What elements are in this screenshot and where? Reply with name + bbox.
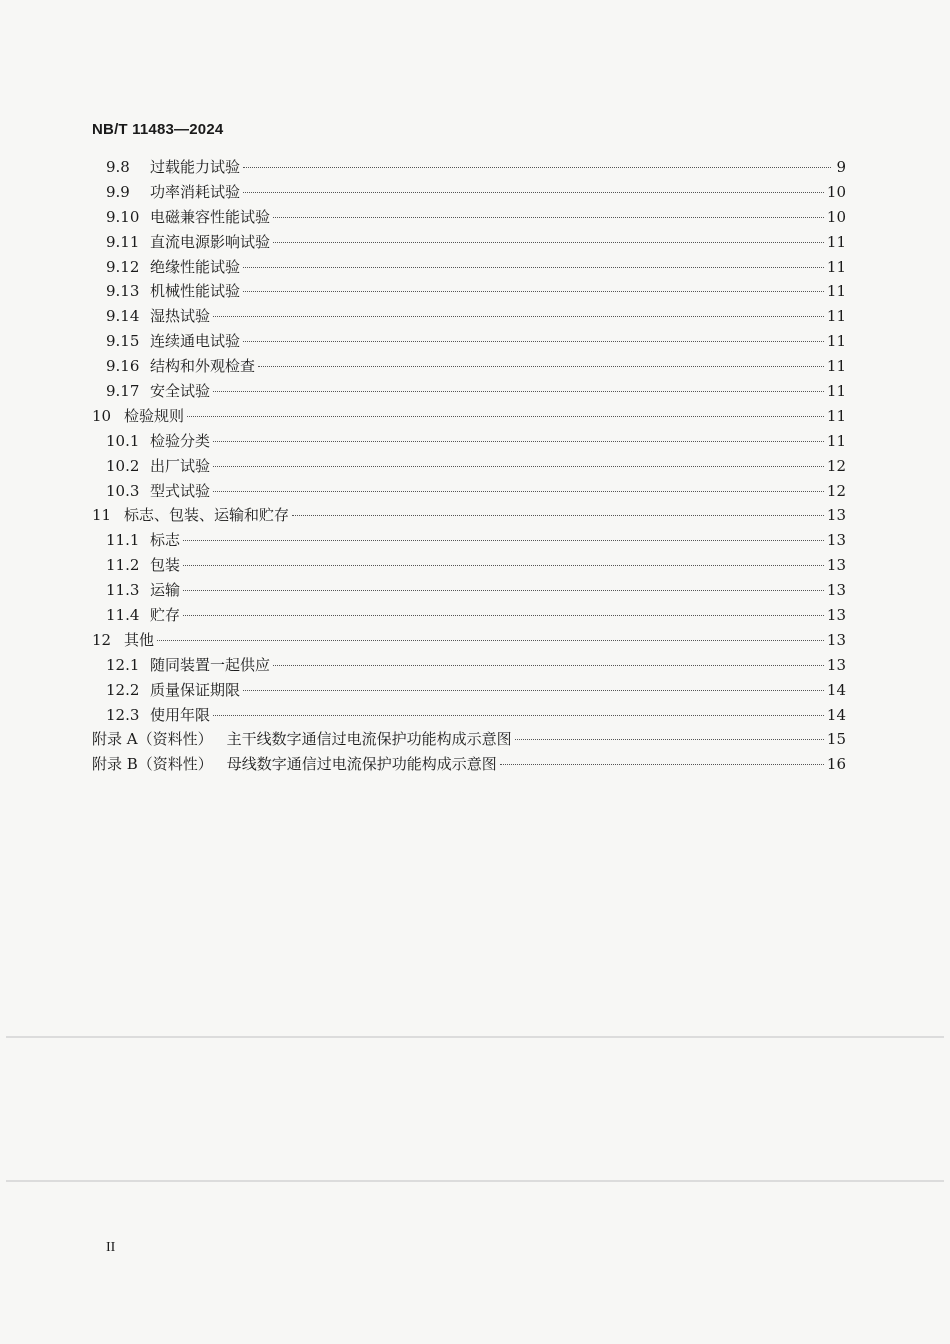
toc-entry-page: 13: [826, 556, 846, 575]
toc-entry-page: 13: [826, 630, 846, 649]
toc-entry-title: 机械性能试验: [150, 282, 241, 301]
toc-dot-leader: [183, 615, 824, 616]
toc-dot-leader: [515, 739, 824, 740]
table-of-contents: [92, 156, 846, 778]
toc-entry-number: 12.3: [106, 705, 140, 724]
toc-entry-title: 连续通电试验: [150, 332, 241, 351]
toc-entry-number: 9.13: [106, 282, 140, 301]
toc-entry-page: 10: [826, 207, 846, 226]
toc-entry-number: 附录 A（资料性）: [92, 730, 213, 749]
toc-entry[interactable]: [92, 728, 846, 753]
toc-entry-number: 11.3: [106, 581, 140, 600]
toc-dot-leader: [243, 267, 824, 268]
toc-dot-leader: [292, 515, 824, 516]
toc-entry[interactable]: [92, 679, 846, 704]
toc-entry-title: 标志: [150, 531, 181, 550]
toc-dot-leader: [273, 242, 824, 243]
toc-entry-title: 结构和外观检查: [150, 357, 256, 376]
toc-entry-number: 9.10: [106, 207, 140, 226]
page-number: II: [106, 1240, 116, 1255]
toc-entry-number: 12.1: [106, 655, 140, 674]
toc-entry-page: 11: [826, 357, 846, 376]
toc-dot-leader: [213, 391, 824, 392]
toc-entry-title: 湿热试验: [150, 307, 211, 326]
toc-entry-page: 16: [826, 755, 846, 774]
toc-entry[interactable]: [92, 181, 846, 206]
toc-entry-page: 14: [826, 705, 846, 724]
toc-dot-leader: [243, 690, 824, 691]
toc-dot-leader: [183, 565, 824, 566]
toc-entry-page: 13: [826, 606, 846, 625]
toc-entry[interactable]: [92, 430, 846, 455]
toc-entry-title: 包装: [150, 556, 181, 575]
toc-entry-number: 12.2: [106, 680, 140, 699]
toc-entry-title: 过载能力试验: [150, 158, 241, 176]
toc-dot-leader: [213, 441, 824, 442]
toc-dot-leader: [243, 291, 824, 292]
toc-entry-page: 13: [826, 581, 846, 600]
scan-artifact-line: [6, 1036, 944, 1038]
toc-entry-page: 11: [826, 282, 846, 301]
toc-dot-leader: [243, 341, 824, 342]
toc-entry-title: 型式试验: [150, 481, 211, 500]
toc-entry[interactable]: [92, 654, 846, 679]
toc-dot-leader: [273, 665, 824, 666]
toc-entry-number: 9.17: [106, 382, 140, 401]
toc-entry-page: 14: [826, 680, 846, 699]
toc-entry[interactable]: [92, 405, 846, 430]
toc-dot-leader: [187, 416, 824, 417]
toc-dot-leader: [243, 192, 824, 193]
toc-entry-number: 9.11: [106, 232, 140, 251]
toc-entry-number: 10.1: [106, 431, 140, 450]
toc-entry-title: 功率消耗试验: [150, 182, 241, 201]
toc-entry[interactable]: [92, 206, 846, 231]
toc-dot-leader: [213, 466, 824, 467]
toc-entry-page: 11: [826, 406, 846, 425]
toc-entry-page: 11: [826, 382, 846, 401]
toc-entry-title: 贮存: [150, 606, 181, 625]
toc-entry-page: 12: [826, 456, 846, 475]
toc-entry[interactable]: [92, 156, 846, 181]
toc-entry[interactable]: [92, 355, 846, 380]
toc-entry-page: 11: [826, 431, 846, 450]
toc-entry[interactable]: [92, 480, 846, 505]
toc-entry-page: 11: [826, 332, 846, 351]
toc-entry-number: 11.2: [106, 556, 140, 575]
toc-dot-leader: [213, 715, 824, 716]
toc-entry[interactable]: [92, 629, 846, 654]
toc-entry-title: 运输: [150, 581, 181, 600]
toc-entry-number: 10.3: [106, 481, 140, 500]
toc-dot-leader: [258, 366, 824, 367]
toc-entry-number: 11.1: [106, 531, 140, 550]
toc-entry-number: 9.14: [106, 307, 140, 326]
toc-dot-leader: [213, 491, 824, 492]
toc-entry[interactable]: [92, 305, 846, 330]
toc-entry-title: 主干线数字通信过电流保护功能构成示意图: [226, 730, 512, 749]
toc-entry-page: 10: [826, 182, 846, 201]
toc-entry-title: 检验分类: [150, 431, 211, 450]
toc-entry-number: 9.9: [106, 182, 130, 201]
toc-entry-number: 10: [92, 406, 112, 425]
toc-entry-page: 13: [826, 506, 846, 525]
toc-dot-leader: [243, 167, 831, 168]
toc-entry-number: 附录 B（资料性）: [92, 755, 213, 774]
toc-entry[interactable]: [92, 256, 846, 281]
toc-entry-title: 质量保证期限: [150, 680, 241, 699]
toc-entry-page: 15: [826, 730, 846, 749]
toc-entry-title: 出厂试验: [150, 456, 211, 475]
toc-entry-number: 11: [92, 506, 112, 525]
toc-entry-title: 绝缘性能试验: [150, 257, 241, 276]
standard-code-header: NB/T 11483—2024: [92, 121, 224, 138]
toc-dot-leader: [183, 540, 824, 541]
toc-entry-title: 标志、包装、运输和贮存: [124, 506, 290, 525]
toc-entry[interactable]: [92, 604, 846, 629]
toc-entry-number: 11.4: [106, 606, 140, 625]
toc-entry-title: 使用年限: [150, 705, 211, 724]
toc-entry-number: 12: [92, 630, 112, 649]
toc-entry[interactable]: [92, 529, 846, 554]
toc-entry-number: 10.2: [106, 456, 140, 475]
toc-entry-page: 13: [826, 531, 846, 550]
toc-dot-leader: [273, 217, 824, 218]
toc-entry-number: 9.12: [106, 257, 140, 276]
toc-entry-page: 11: [826, 232, 846, 251]
toc-entry-number: 9.8: [106, 158, 130, 176]
toc-entry-page: 11: [826, 307, 846, 326]
toc-entry[interactable]: [92, 380, 846, 405]
toc-entry-title: 安全试验: [150, 382, 211, 401]
toc-entry[interactable]: [92, 330, 846, 355]
toc-entry-page: 9: [836, 158, 846, 176]
toc-entry-title: 电磁兼容性能试验: [150, 207, 271, 226]
toc-entry[interactable]: [92, 704, 846, 729]
toc-entry-page: 12: [826, 481, 846, 500]
toc-entry-title: 母线数字通信过电流保护功能构成示意图: [226, 755, 497, 774]
toc-entry[interactable]: [92, 280, 846, 305]
toc-dot-leader: [157, 640, 824, 641]
toc-entry-title: 检验规则: [124, 406, 185, 425]
scan-artifact-line: [6, 1180, 944, 1182]
toc-entry[interactable]: [92, 455, 846, 480]
toc-dot-leader: [500, 764, 824, 765]
toc-entry-page: 11: [826, 257, 846, 276]
toc-entry-title: 其他: [124, 630, 155, 649]
toc-entry[interactable]: [92, 231, 846, 256]
toc-entry-title: 直流电源影响试验: [150, 232, 271, 251]
toc-dot-leader: [183, 590, 824, 591]
toc-entry[interactable]: [92, 504, 846, 529]
toc-dot-leader: [213, 316, 824, 317]
toc-entry-number: 9.16: [106, 357, 140, 376]
toc-entry[interactable]: [92, 579, 846, 604]
toc-entry-number: 9.15: [106, 332, 140, 351]
toc-entry-page: 13: [826, 655, 846, 674]
toc-entry[interactable]: [92, 753, 846, 778]
toc-entry-title: 随同装置一起供应: [150, 655, 271, 674]
toc-entry[interactable]: [92, 554, 846, 579]
